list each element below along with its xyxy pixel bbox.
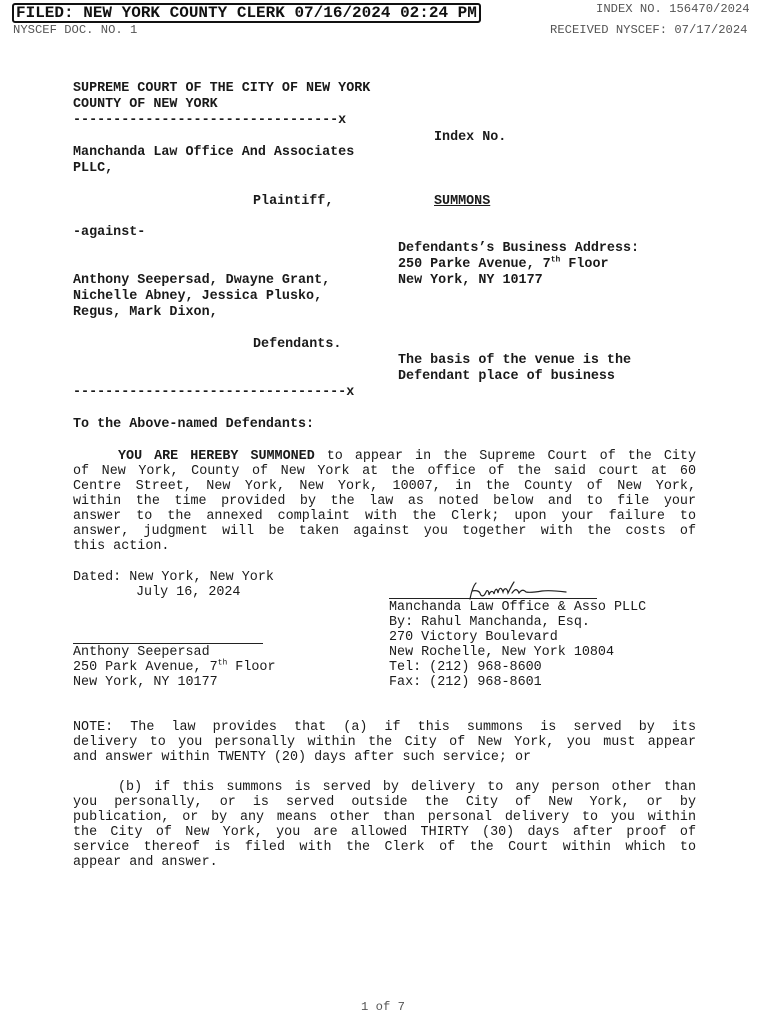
attorney-street: 270 Victory Boulevard xyxy=(389,630,558,645)
summons-paragraph: YOU ARE HEREBY SUMMONED to appear in the Supreme Court of the City of New York, County of New York at the office of the said court at 60 Centre Street, New York, New York, 10007, in the County of New York, within the time provided by the law as noted below and to file your answer to the annexed complaint with the Clerk; upon your failure to answer, judgment will be taken against you together with the costs of this action. xyxy=(73,449,696,554)
defendants-list-line3: Regus, Mark Dixon, xyxy=(73,305,218,320)
received-date: RECEIVED NYSCEF: 07/17/2024 xyxy=(550,23,748,37)
salutation: To the Above-named Defendants: xyxy=(73,417,315,432)
venue-basis-line2: Defendant place of business xyxy=(398,369,615,384)
plaintiff-name-cont: PLLC, xyxy=(73,161,114,176)
attorney-city: New Rochelle, New York 10804 xyxy=(389,645,614,660)
defendant-city: New York, NY 10177 xyxy=(73,675,218,690)
index-no-label: Index No. xyxy=(434,130,507,145)
attorney-by: By: Rahul Manchanda, Esq. xyxy=(389,615,590,630)
defendant-address: 250 Park Avenue, 7th Floor xyxy=(73,658,276,675)
against-label: -against- xyxy=(73,225,146,240)
business-address-label: Defendants’s Business Address: xyxy=(398,241,640,256)
business-address-line2: New York, NY 10177 xyxy=(398,273,543,288)
filed-stamp: FILED: NEW YORK COUNTY CLERK 07/16/2024 02:24 PM xyxy=(12,3,481,23)
note-paragraph-a: NOTE: The law provides that (a) if this summons is served by its delivery to you personally within the City of New York, you must appear and answer within TWENTY (20) days after such service; or xyxy=(73,720,696,765)
dated-line1: Dated: New York, New York xyxy=(73,570,274,585)
note-paragraph-b: (b) if this summons is served by delivery to any person other than you personally, or is served outside the City of New York, or by publication, or by any means other than personal delivery to you within the City of New York, you are allowed THIRTY (30) days after proof of service thereof is filed with the Clerk of the Court within which to appear and answer. xyxy=(73,780,696,870)
attorney-tel: Tel: (212) 968-8600 xyxy=(389,660,542,675)
defendant-signature-line xyxy=(73,643,263,644)
court-name: SUPREME COURT OF THE CITY OF NEW YORK xyxy=(73,81,371,96)
plaintiff-role: Plaintiff, xyxy=(253,194,334,209)
defendants-list-line1: Anthony Seepersad, Dwayne Grant, xyxy=(73,273,331,288)
caption-divider-bottom: ----------------------------------x xyxy=(73,385,355,400)
county-name: COUNTY OF NEW YORK xyxy=(73,97,218,112)
business-address-line1: 250 Parke Avenue, 7th Floor xyxy=(398,255,609,272)
page-number: 1 of 7 xyxy=(361,1000,405,1014)
defendants-list-line2: Nichelle Abney, Jessica Plusko, xyxy=(73,289,323,304)
attorney-fax: Fax: (212) 968-8601 xyxy=(389,675,542,690)
caption-divider-top: ---------------------------------x xyxy=(73,113,347,128)
document-title: SUMMONS xyxy=(434,194,491,209)
dated-line2: July 16, 2024 xyxy=(136,585,241,600)
plaintiff-name: Manchanda Law Office And Associates xyxy=(73,145,355,160)
defendant-name: Anthony Seepersad xyxy=(73,645,210,660)
venue-basis-line1: The basis of the venue is the xyxy=(398,353,632,368)
attorney-firm: Manchanda Law Office & Asso PLLC xyxy=(389,600,647,615)
nyscef-doc-no: NYSCEF DOC. NO. 1 xyxy=(13,23,138,37)
attorney-signature-line xyxy=(389,598,597,599)
index-number: INDEX NO. 156470/2024 xyxy=(596,2,750,16)
defendants-role: Defendants. xyxy=(253,337,342,352)
